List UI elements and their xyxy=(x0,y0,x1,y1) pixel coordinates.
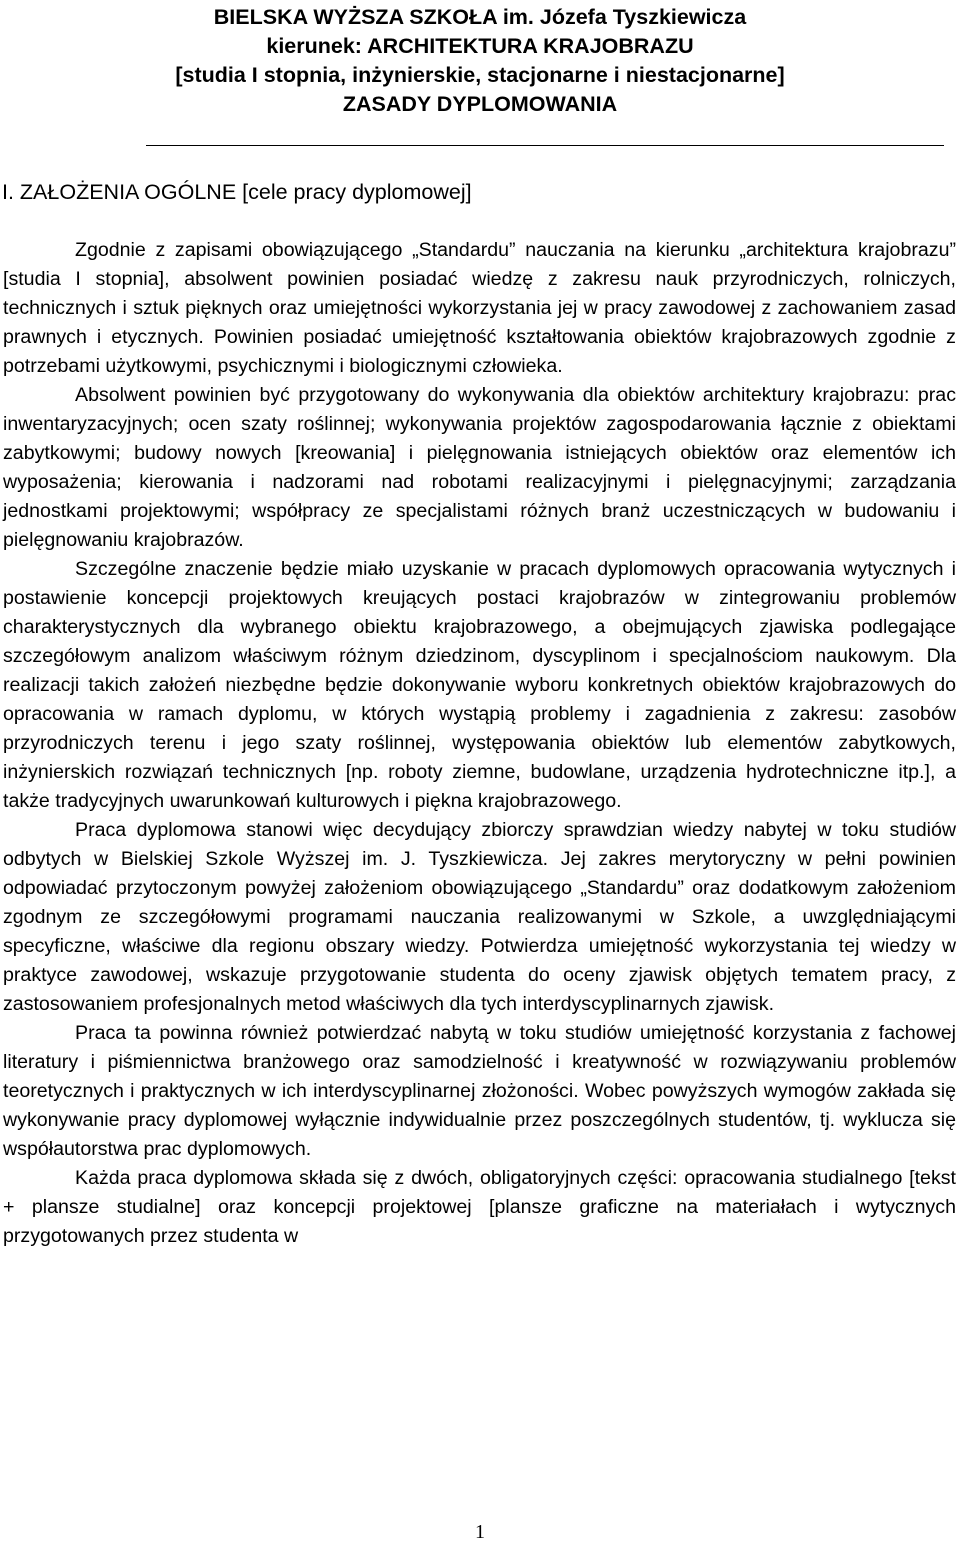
section-heading: I. ZAŁOŻENIA OGÓLNE [cele pracy dyplomowej] xyxy=(2,180,472,204)
paragraph-text: Powinien posiadać umiejętność kształtowania obiektów krajobrazowych zgodnie z potrzebami użytkowymi, psychicznymi i biologicznymi człowieka. xyxy=(3,326,956,377)
document-title: ZASADY DYPLOMOWANIA xyxy=(342,92,618,116)
paragraph-diploma-parts xyxy=(3,1164,956,1251)
paragraph-special-significance xyxy=(3,555,956,816)
paragraph-graduate-preparation xyxy=(3,381,956,555)
study-type: [studia I stopnia, inżynierskie, stacjonarne i niestacjonarne] xyxy=(175,63,785,87)
paragraph-text: Praca dyplomowa stanowi więc decydujący zbiorczy sprawdzian wiedzy nabytej w toku studiów odbytych w Bielskiej Szkole Wyższej im. J. Tyszkiewicza. xyxy=(3,819,956,870)
paragraph-diploma-summary xyxy=(3,816,956,1019)
paragraph-text: Jej zakres merytoryczny w pełni powinien odpowiadać przytoczonym powyżej założeniom obowiązującego „Standardu” oraz dodatkowym założeniom zgodnym ze szczegółowymi programami nauczania realizowanymi w Szkole, a uwzględniającymi specyficzne, właściwe dla regionu obszary wiedzy. xyxy=(3,848,956,957)
paragraph-standard-intro xyxy=(3,236,956,381)
document-header xyxy=(0,3,960,119)
paragraph-text: Praca ta powinna również potwierdzać nabytą w toku studiów umiejętność korzystania z fachowej literatury i piśmiennictwa branżowego oraz samodzielność i kreatywność w rozwiązywaniu problemów teoretycznych i praktycznych w ich interdyscyplinarnej złożoności. xyxy=(3,1022,956,1102)
paragraph-literature-skills xyxy=(3,1019,956,1164)
paragraph-text: Wobec powyższych wymogów zakłada się wykonywanie pracy dyplomowej wyłącznie indywidualnie przez poszczególnych studentów, tj. wyklucza się współautorstwa prac dyplomowych. xyxy=(3,1080,956,1160)
paragraph-text: Szczególne znaczenie będzie miało uzyskanie w pracach dyplomowych opracowania wytycznych i postawienie koncepcji projektowych kreujących postaci krajobrazów w zintegrowaniu problemów charakterystycznych dla wybranego obiektu krajobrazowego, a obejmujących zjawiska podlegające szczegółowym analizom właściwym różnym dziedzinom, dyscyplinom i specjalnościom naukowym. xyxy=(3,558,956,667)
paragraph-text: Każda praca dyplomowa składa się z dwóch, obligatoryjnych części: opracowania studialnego [tekst + plansze studialne] oraz koncepcji projektowej [plansze graficzne na materiałach i wytycznych przygotowanych przez studenta w xyxy=(3,1167,956,1247)
paragraph-text: Zgodnie z zapisami obowiązującego „Standardu” nauczania na kierunku „architektura krajobrazu” [studia I stopnia], absolwent powinien posiadać wiedzę z zakresu nauk przyrodniczych, rolniczych, technicznych i sztuk pięknych oraz umiejętności wykorzystania jej w pracy zawodowej z zachowaniem zasad prawnych i etycznych. xyxy=(3,239,956,348)
paragraph-text: Potwierdza umiejętność wykorzystania tej wiedzy w praktyce zawodowej, wskazuje przygotowanie studenta do oceny zjawisk objętych tematem pracy, z zastosowaniem profesjonalnych metod właściwych dla tych interdyscyplinarnych zjawisk. xyxy=(3,935,956,1015)
body-text xyxy=(3,236,956,1251)
paragraph-text: Absolwent powinien być przygotowany do wykonywania dla obiektów architektury krajobrazu: prac inwentaryzacyjnych; ocen szaty roślinnej; wykonywania projektów zagospodarowania łącznie z obiektami zabytkowymi; budowy nowych [kreowania] i pielęgnowania istniejących obiektów oraz elementów ich wyposażenia; kierowania i nadzorami nad robotami realizacyjnymi i pielęgnacyjnymi; zarządzania jednostkami projektowymi; współpracy ze specjalistami różnych branż uczestniczących w budowaniu i pielęgnowaniu krajobrazów. xyxy=(3,384,956,551)
paragraph-text: Dla realizacji takich założeń niezbędne będzie dokonywanie wyboru konkretnych obiektów krajobrazowych do opracowania w ramach dyplomu, w których wystąpią problemy i zagadnienia z zakresu: zasobów przyrodniczych terenu i jego szaty roślinnej, występowania obiektów lub elementów zabytkowych, inżynierskich rozwiązań technicznych [np. roboty ziemne, budowlane, urządzenia hydrotechniczne itp.], a także tradycyjnych uwarunkowań kulturowych i piękna krajobrazowego. xyxy=(3,645,956,812)
page-number: 1 xyxy=(475,1521,485,1543)
header-divider xyxy=(146,145,944,146)
field-of-study: kierunek: ARCHITEKTURA KRAJOBRAZU xyxy=(266,34,694,58)
institution-name: BIELSKA WYŻSZA SZKOŁA im. Józefa Tyszkiewicza xyxy=(213,5,747,29)
